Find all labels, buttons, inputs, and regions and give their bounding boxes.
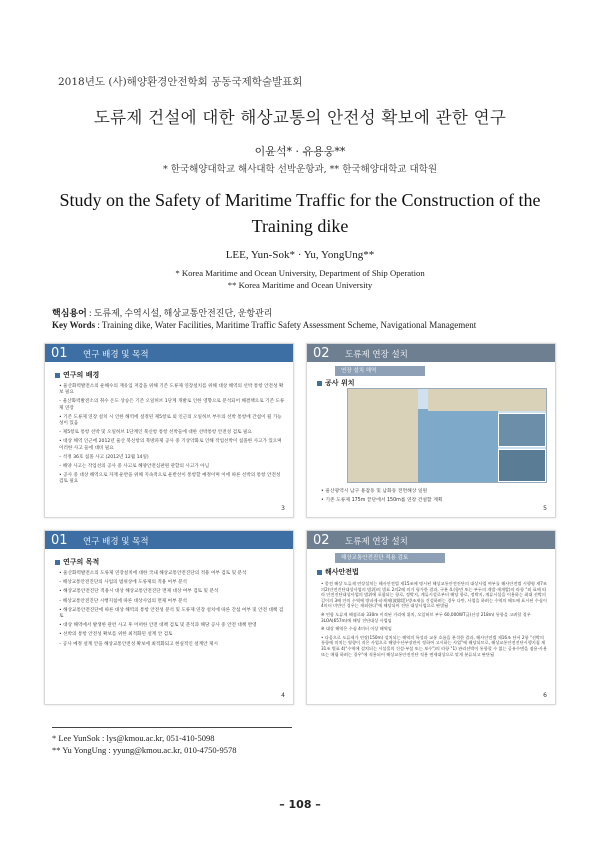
keywords-korean-label: 핵심용어 <box>52 308 87 318</box>
slide-line: ※ 대상 해역은 수심 4미터 이상 해역임 <box>321 626 392 632</box>
slide-line: • 선박의 통항 안전성 확보를 위한 최적화된 설계 안 검토 <box>59 632 173 638</box>
slide-page-number: 5 <box>543 505 547 512</box>
slide-subtitle: 연구의 배경 <box>55 370 99 380</box>
slide-page-number: 6 <box>543 692 547 699</box>
keywords-english <box>52 320 476 330</box>
slide-line: – 공사 예정 설계 안을 해상교통안전성 확보에 최적화되고 현실적인 설계안 제시 <box>59 641 218 647</box>
slide-line: – 석정 36호 침몰 사고 (2012년 12월 14일) <box>59 454 149 460</box>
slide-line: • 다음으로 도류제가 연장(150m) 설치되는 해역의 특성과 교통 흐름을 분석한 결과, 해사안전법 제16조 단서 2항 "선박의 통항에 미치는 영향이 적은 사업으로 해양수산부장관이 정하여 고시하는 사업"에 해당되므로, 해상교통안전진단시행지침 제31조 별표 4("수역에 설치되는 시설물의 건설·부설 또는 보수")의 라항 "1) 관리선박이 통항할 수 없는 공유수면을 점용·사용 또는 매립 하려는 경우"에 적용되어 해상교통안전진단 적용 면제대상으로 맞게 분류되고 판단됨 <box>321 634 547 657</box>
site-photo <box>498 449 546 482</box>
slide-body <box>59 384 285 489</box>
slide-number: 02 <box>313 533 330 548</box>
slide-line: – 해양 사고는 작업선의 공사 중 사고로 해양안전심판원 관할의 사고가 아님 <box>59 464 210 470</box>
slide-subtitle: 공사 위치 <box>317 378 355 388</box>
slide-purpose-3 <box>44 530 294 705</box>
slide-body <box>321 581 547 660</box>
keywords-korean-text: : 도류제, 수역시설, 해상교통안전진단, 운항관리 <box>86 308 273 318</box>
slide-page-number: 3 <box>281 505 285 512</box>
slide-title: 도류제 연장 설치 <box>345 537 408 547</box>
slide-line: • 공사 중 대상 해역으로 자재 운반을 위해 지속적으로 운반선이 통항할 예정이며 이에 따른 선박의 통항 안전성 검토 필요 <box>59 473 281 485</box>
slide-title: 도류제 연장 설치 <box>345 350 408 360</box>
slide-line: • 종전 해상 도류제 연장설치는 해사안전법 제15조에 명시된 해상교통안전진단의 대상사업 여부를 해사안전법 시행령 제7조의2(안전진단대상사업의 범위)의 별표 2의2에 의거 평가한 결과, 구분 4.(항만 또는 부두의 개발·재개발)의 라항 "외 표에 따라 안전진단대상사업의 범위에 포함되는 항로, 정박지, 계류시설로부터 해당 항로, 정박지, 계류시설을 이용하는 최대 선박의 길이의 3배 안의 수역에 방파제·파제제(波除堤)·방조제를 건설하려는 경우 다만, 사업을 하려는 수역의 해도에 표시된 수심이 4미터 미만인 경우는 제외한다"에 해당되어 진단 대상사업으로 판별됨 <box>321 581 547 609</box>
slide-line: – 해상교통안전진단의 사업의 범위상에 도류제의 적용 여부 분석 <box>59 580 187 586</box>
slide-band: 해상교통안전진단 적용 검토 <box>335 553 445 563</box>
map-land <box>348 389 418 483</box>
slide-title: 연구 배경 및 목적 <box>83 350 149 360</box>
slide-body <box>59 571 285 651</box>
map-sea <box>418 409 498 483</box>
korean-authors: 이윤석* · 유용웅** <box>254 145 346 158</box>
footnote-divider <box>52 727 292 728</box>
keywords-english-label: Key Words <box>52 320 96 330</box>
slide-line: • 울산화력발전소의 도류제 연장설치에 대한 국내 해상교통안전진단의 적용 여부 검토 및 분석 <box>59 571 247 576</box>
slide-title: 연구 배경 및 목적 <box>83 537 149 547</box>
english-title: Study on the Safety of Maritime Traffic for the Construction of the Training dike <box>59 190 541 236</box>
site-photo <box>498 413 546 447</box>
footnote-2: ** Yu YongUng : yyung@kmou.ac.kr, 010-4750-9578 <box>52 745 237 755</box>
slide-band: 연장 설치 해역 <box>335 366 425 376</box>
slide-background-1 <box>44 343 294 518</box>
page-number: – 108 – <box>279 798 321 811</box>
slide-line: • 기존 도류제 연장 설치 시 인한 해역에 설정된 제5항로 외 인근의 오일허브 부두의 선박 통항에 간섭이 될 가능성이 있음 <box>59 414 282 427</box>
location-map-image <box>347 388 547 483</box>
slide-line: – 해상교통안전진단 시행지침에 따른 대상사업의 면제 여부 분석 <box>59 598 187 604</box>
slide-line: – 제5항로 통항 선박 및 오일허브 1단계인 북신항 통항 선박들에 대한 선박통항 안전성 검토 필요 <box>59 430 252 436</box>
conference-header: 2018년도 (사)해양환경안전학회 공동국제학술발표회 <box>58 76 303 88</box>
slide-subtitle: 해사안전법 <box>317 567 359 577</box>
slide-page-number: 4 <box>281 692 285 699</box>
slide-line: ※ 연합 도류제 해점로와 330m 이격된 거리에 위치, 오일허브 부두 60,000WT급(선장 218m) 통항을 고려할 경우 3LOA(657m)에 해당 진단대상 사업임 <box>321 611 531 623</box>
slide-line: • 해상교통안전진단 적용시 대상 해상교통안전진단 면제 대상 여부 검토 및 분석 <box>59 589 219 595</box>
slide-body <box>321 489 547 507</box>
slide-location-2 <box>306 343 556 518</box>
slide-number: 01 <box>51 533 68 548</box>
footnote-1: * Lee YunSok : lys@kmou.ac.kr, 051-410-5098 <box>52 733 215 743</box>
korean-affiliation: * 한국해양대학교 해사대학 선박운항과, ** 한국해양대학교 대학원 <box>163 164 437 175</box>
slide-subtitle: 연구의 목적 <box>55 557 99 567</box>
english-affiliation-1: * Korea Maritime and Ocean University, Department of Ship Operation <box>175 268 425 278</box>
slide-line: • 울산화력발전소의 운해수의 재유입 저감을 위해 기존 도류제 연장설치를 위해 대상 해역의 선박 통항 안전성 확보 필요 <box>59 384 284 396</box>
slide-line: • 울산광역시 남구 용잠동 및 남화동 전면해상 일원 <box>321 489 428 494</box>
slide-line: – 울산화력발전소의 취수 온도 상승은 기존 오일허브 1단계 개발로 인한 영향으로 분석되어 해결책으로 기존 도류제 연장 <box>59 399 285 411</box>
slide-law-4 <box>306 530 556 705</box>
english-affiliation-2: ** Korea Maritime and Ocean University <box>227 280 373 290</box>
slide-line: • 대상 해역 인근에 2012년 울산 북신항의 북방파제 공사 중 기상악화로 인해 작업선박이 침몰한 사고가 있으며 이러한 사고 들에 대비 필요 <box>59 439 282 451</box>
slide-line: • 기존 도류제 175m 끝단에서 150m를 연장 건설할 계획 <box>321 498 443 504</box>
keywords-english-text: : Training dike, Water Facilities, Maritime Traffic Safety Assessment Scheme, Navigational Management <box>95 320 477 330</box>
map-land <box>428 389 547 411</box>
english-authors: LEE, Yun-Sok* · Yu, YongUng** <box>225 249 375 261</box>
slide-line: • 대상 해역에서 발생한 관련 사고 후 어떠한 안전 대책 검토 및 분석과 해당 공사 중 안전 대책 반영 <box>59 623 257 629</box>
slide-number: 02 <box>313 346 330 361</box>
slide-line: • 해상교통안전진단에 따른 대상 해역의 통항 안전성 분석 및 도류제 연장 설치에 따른 간섭 여부 및 안전 대책 검토 <box>59 607 284 620</box>
keywords-korean <box>52 306 272 319</box>
korean-title: 도류제 건설에 대한 해상교통의 안전성 확보에 관한 연구 <box>93 108 507 127</box>
slide-number: 01 <box>51 346 68 361</box>
